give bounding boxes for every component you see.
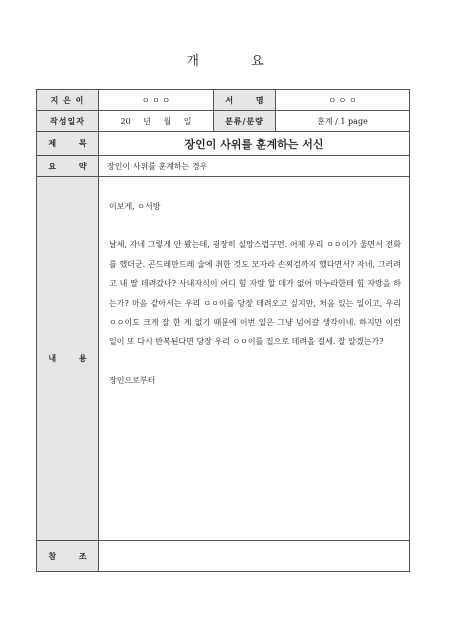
signature-value: ㅇ ㅇ ㅇ [276, 90, 410, 111]
author-label: 지 은 이 [37, 90, 99, 111]
date-value: 20 년 월 일 [99, 111, 214, 132]
author-row [37, 90, 410, 111]
reference-row [37, 541, 410, 572]
reference-value [99, 541, 410, 572]
letter-closing: 장인으로부터 [109, 375, 156, 385]
date-label: 작성일자 [37, 111, 99, 132]
subject-label: 제 목 [37, 132, 99, 156]
document-title: 개 요 [186, 54, 288, 69]
content-row [37, 177, 410, 541]
category-label: 분류/분량 [214, 111, 276, 132]
summary-value: 장인이 사위를 훈계하는 경우 [99, 156, 410, 177]
summary-form-table [36, 89, 410, 572]
subject-row [37, 132, 410, 156]
content-body [99, 177, 410, 541]
letter-body: 날세, 자네 그렇게 안 봤는데, 굉장히 실망스럽구먼. 어제 우리 ㅇㅇ이가 울면서 전화를 했더군. 곤드레만드레 술에 취한 것도 모자라 손찌검까지 했다면서? 자네, 그러려고 내 딸 데려갔나? 사내자식이 어디 힘 자랑 할 데가 없어 마누라한테 힘 자랑을 하는가? 마음 같아서는 우리 ㅇㅇ이를 당장 데려오고 싶지만, 처음 있는 일이고, 우리 ㅇㅇ이도 크게 잘 한 게 없기 때문에 이번 일은 그냥 넘어갈 생각이네. 하지만 이런 일이 또 다시 반복된다면 당장 우리 ㅇㅇ이를 집으로 데려올 걸세. 잘 알겠는가? [109, 240, 401, 347]
summary-label: 요 약 [37, 156, 99, 177]
summary-row [37, 156, 410, 177]
date-row [37, 111, 410, 132]
subject-value: 장인이 사위를 훈계하는 서신 [99, 132, 410, 156]
content-label: 내 용 [37, 177, 99, 541]
letter-salutation: 이보게, ㅇ서방 [109, 202, 161, 211]
signature-label: 서 명 [214, 90, 276, 111]
author-value: ㅇ ㅇ ㅇ [99, 90, 214, 111]
reference-label: 참 조 [37, 541, 99, 572]
category-value: 훈계 / 1 page [276, 111, 410, 132]
